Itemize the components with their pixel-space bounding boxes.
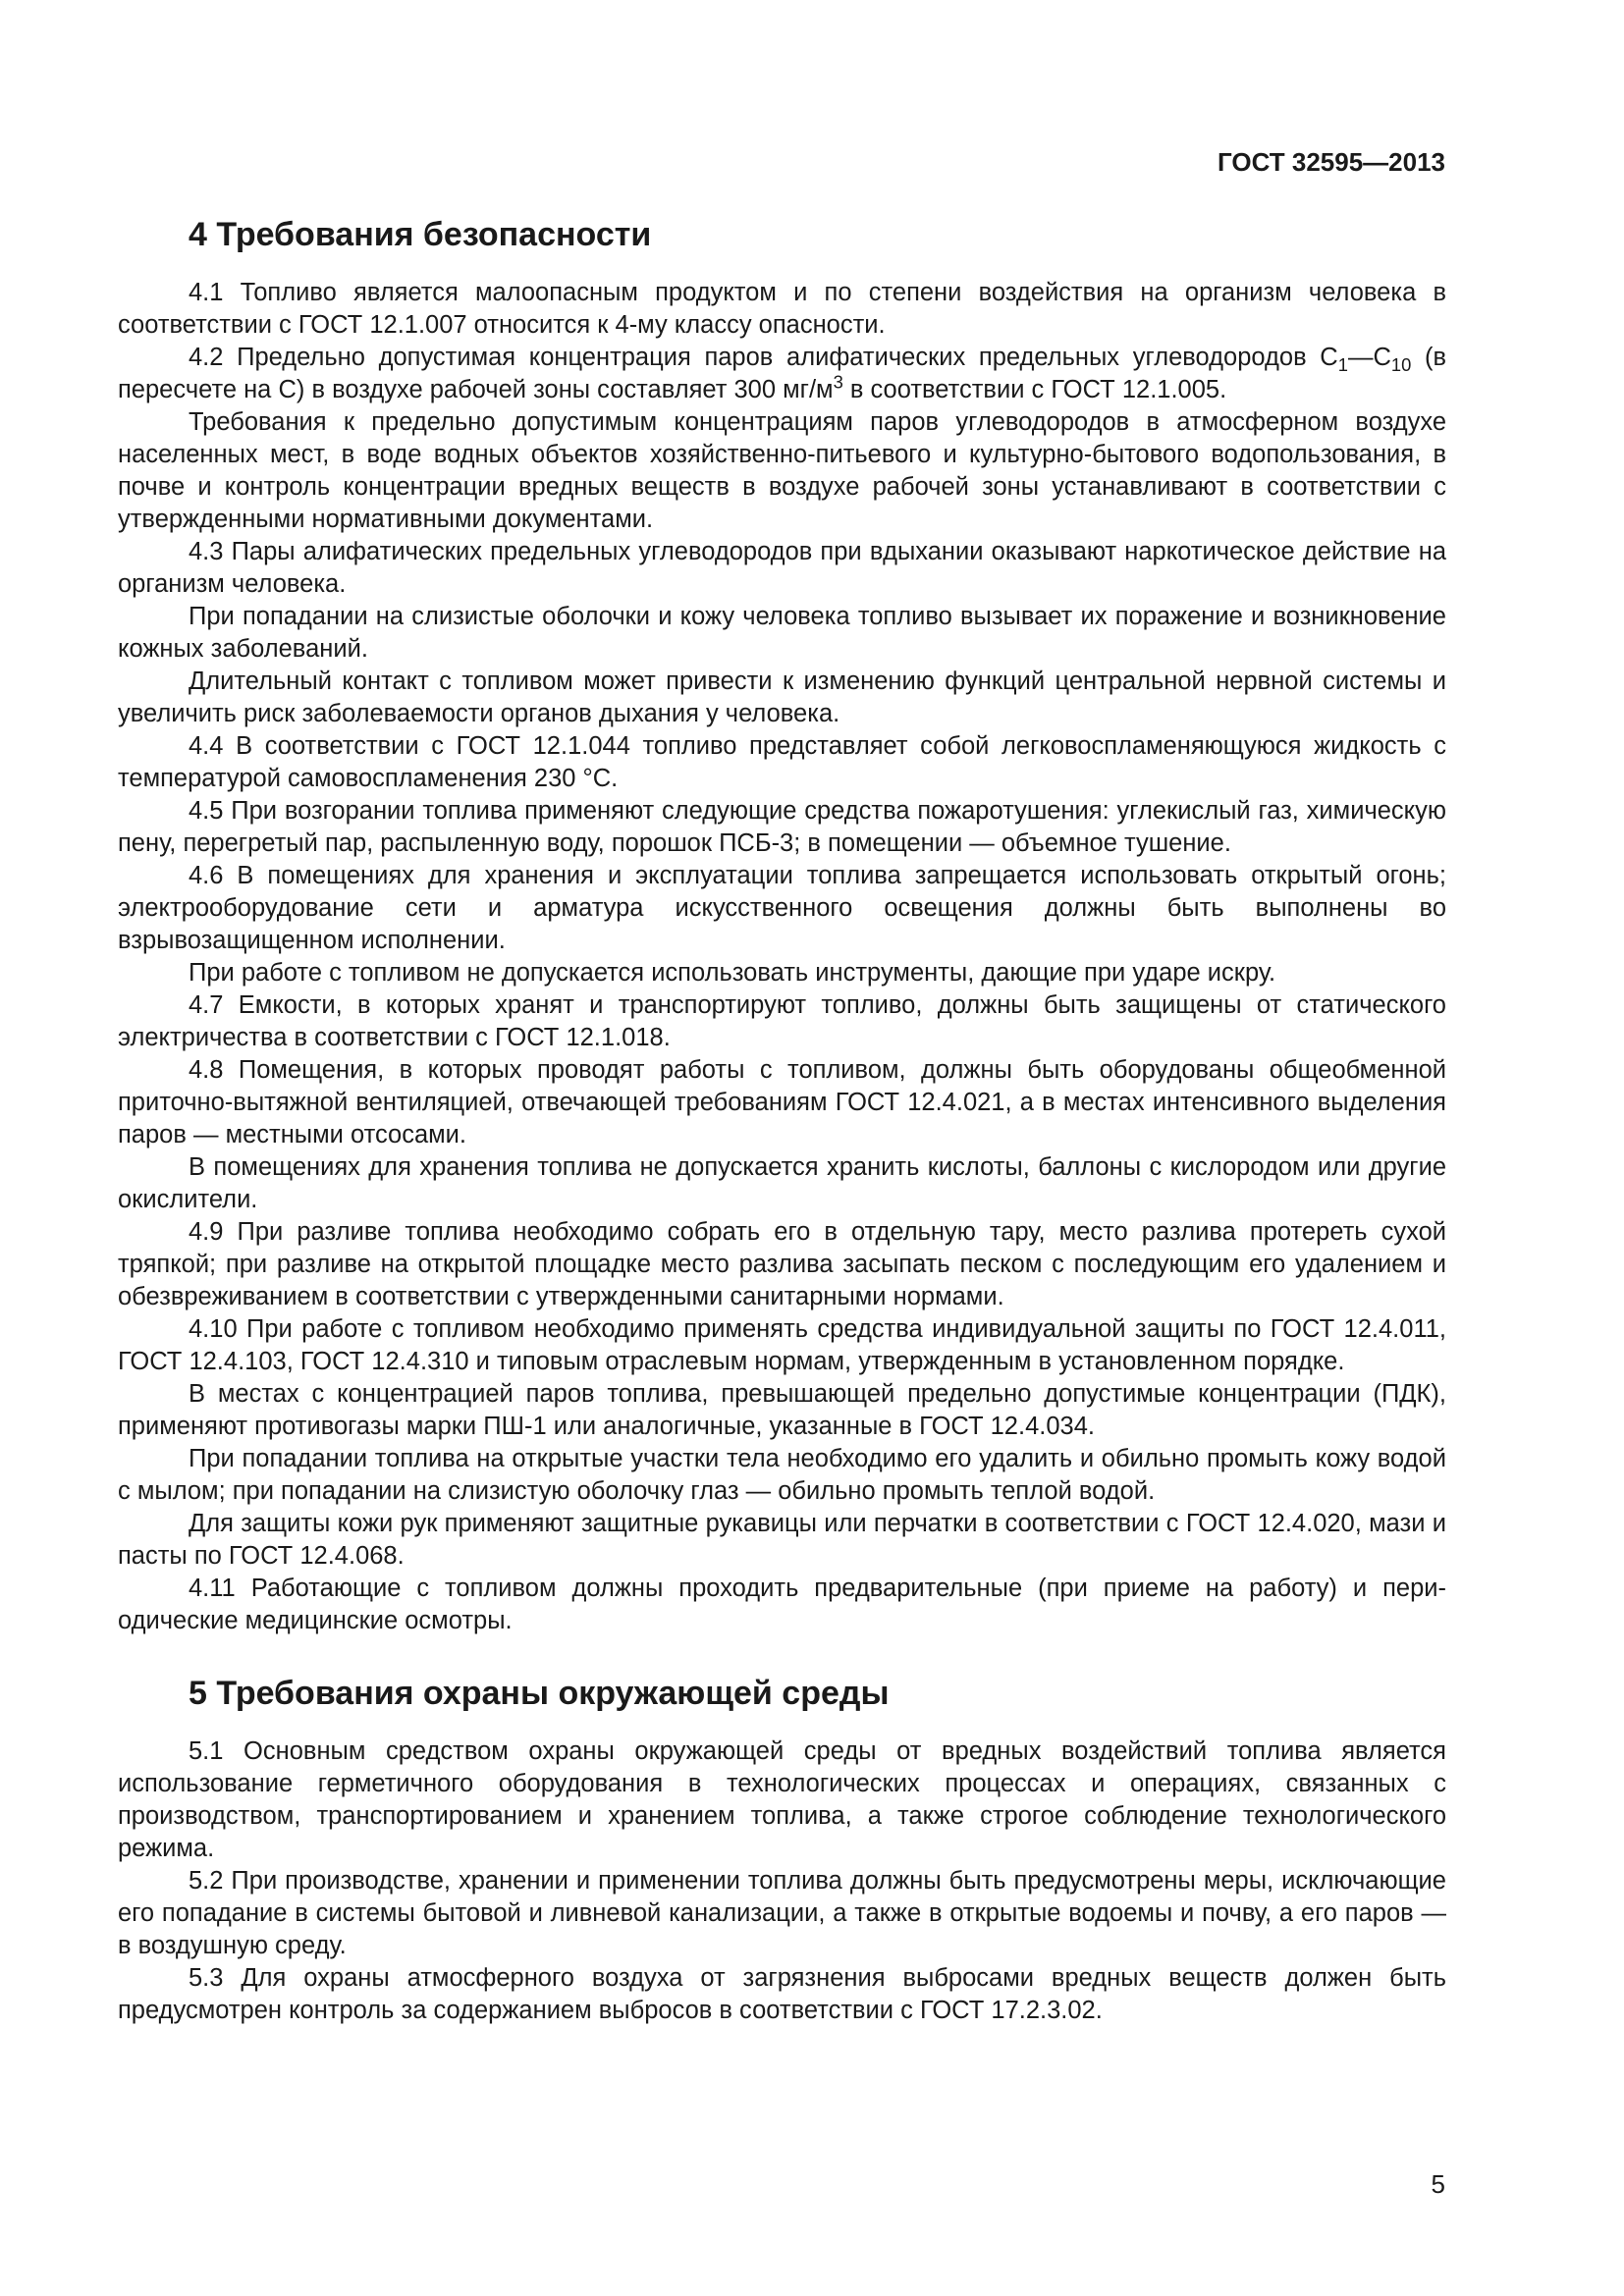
section-5-title: 5 Требования охраны окружающей среды (189, 1675, 890, 1712)
paragraph-4-2: 4.2 Предельно допустимая концентрация паров алифатических предельных углеводородов $С_1—С_{10}$ (в пересчете на С) в воздухе рабочей зоны составляет 300 $мг/м^3$ в соответствии с ГОСТ 12.1.005. (118, 344, 1446, 403)
paragraph: 4.5 При возгорании топлива применяют следующие средства пожаротушения: углекислый газ, химическую пену, перегретый пар, распыленную воду, порошок ПСБ-3; в помещении — объемное тушение. (118, 797, 1446, 857)
paragraph: В помещениях для хранения топлива не допускается хранить кислоты, баллоны с кислородом или другие окислители. (118, 1153, 1446, 1213)
page-number: 5 (1431, 2169, 1445, 2199)
paragraph: 4.9 При разливе топлива необходимо собрать его в отдельную тару, место разлива протереть сухой тряпкой; при разливе на открытой площадке место разлива засыпать песком с последующим его удалением и обезвреживанием в соответствии с утвержденными санитарными нормами. (118, 1218, 1446, 1310)
section-4-title: 4 Требования безопасности (189, 216, 652, 253)
paragraph: Для защиты кожи рук применяют защитные рукавицы или перчатки в соответствии с ГОСТ 12.4.020, мази и пасты по ГОСТ 12.4.068. (118, 1510, 1446, 1570)
paragraph: При попадании топлива на открытые участки тела необходимо его удалить и обильно промыть кожу водой с мылом; при попадании на слизистую оболочку глаз — обильно промыть теплой водой. (118, 1445, 1446, 1505)
paragraph: 4.6 В помещениях для хранения и эксплуатации топлива запрещается использовать открытый огонь; электрооборудование сети и арматура искусственного освещения должны быть выполнены во взрывозащищенном исполнении. (118, 862, 1446, 954)
paragraph: В местах с концентрацией паров топлива, превышающей предельно допустимые концентрации (ПДК), применяют противогазы марки ПШ-1 или аналогичные, указанные в ГОСТ 12.4.034. (118, 1380, 1446, 1440)
paragraph: 5.3 Для охраны атмосферного воздуха от загрязнения выбросами вредных веществ должен быть предусмотрен контроль за содержанием выбросов в соответствии с ГОСТ 17.2.3.02. (118, 1964, 1446, 2024)
paragraph: 4.10 При работе с топливом необходимо применять средства индивидуальной защиты по ГОСТ 12.4.011, ГОСТ 12.4.103, ГОСТ 12.4.310 и типовым отраслевым нормам, утвержденным в установленном порядке. (118, 1315, 1446, 1375)
paragraph: 4.1 Топливо является малоопасным продуктом и по степени воздействия на организм человека в соответствии с ГОСТ 12.1.007 относится к 4-му классу опасности. (118, 279, 1446, 339)
paragraph: 4.4 В соответствии с ГОСТ 12.1.044 топливо представляет собой легковоспламеняющуюся жидкость с температурой самовоспламенения 230 °С. (118, 732, 1446, 792)
paragraph: Требования к предельно допустимым концентрациям паров углеводородов в атмосферном воздухе населенных мест, в воде водных объектов хозяйственно-питьевого и культурно-бытового водопользования, в почве и контроль концентрации вредных веществ в воздухе рабочей зоны устанавливают в соответствии с утвержденными нормативными документами. (118, 408, 1446, 533)
document-body (118, 214, 1446, 2027)
paragraph: Длительный контакт с топливом может привести к изменению функций центральной нервной системы и увеличить риск заболеваемости органов дыхания у человека. (118, 667, 1446, 727)
document-code: ГОСТ 32595—2013 (1218, 147, 1445, 177)
paragraph: При работе с топливом не допускается использовать инструменты, дающие при ударе искру. (189, 959, 1276, 987)
paragraph: 4.7 Емкости, в которых хранят и транспортируют топливо, должны быть защищены от статического электричества в соответствии с ГОСТ 12.1.018. (118, 991, 1446, 1051)
paragraph: 4.11 Работающие с топливом должны проходить предварительные (при приеме на работу) и периодические медицинские осмотры. (118, 1575, 1446, 1634)
paragraph: 4.3 Пары алифатических предельных углеводородов при вдыхании оказывают наркотическое действие на организм человека. (118, 538, 1446, 598)
paragraph: 5.2 При производстве, хранении и применении топлива должны быть предусмотрены меры, исключающие его попадание в системы бытовой и ливневой канализации, а также в открытые водоемы и почву, а его паров — в воздушную среду. (118, 1867, 1446, 1959)
paragraph: 5.1 Основным средством охраны окружающей среды от вредных воздействий топлива является использование герметичного оборудования в технологических процессах и операциях, связанных с производством, транспортированием и хранением топлива, а также строгое соблюдение технологического режима. (118, 1737, 1446, 1862)
paragraph: При попадании на слизистые оболочки и кожу человека топливо вызывает их поражение и возникновение кожных заболеваний. (118, 603, 1446, 663)
paragraph: 4.8 Помещения, в которых проводят работы с топливом, должны быть оборудованы общеобменной приточно-вытяжной вентиляцией, отвечающей требованиям ГОСТ 12.4.021, а в местах интенсивного выделения паров — местными отсосами. (118, 1056, 1446, 1148)
